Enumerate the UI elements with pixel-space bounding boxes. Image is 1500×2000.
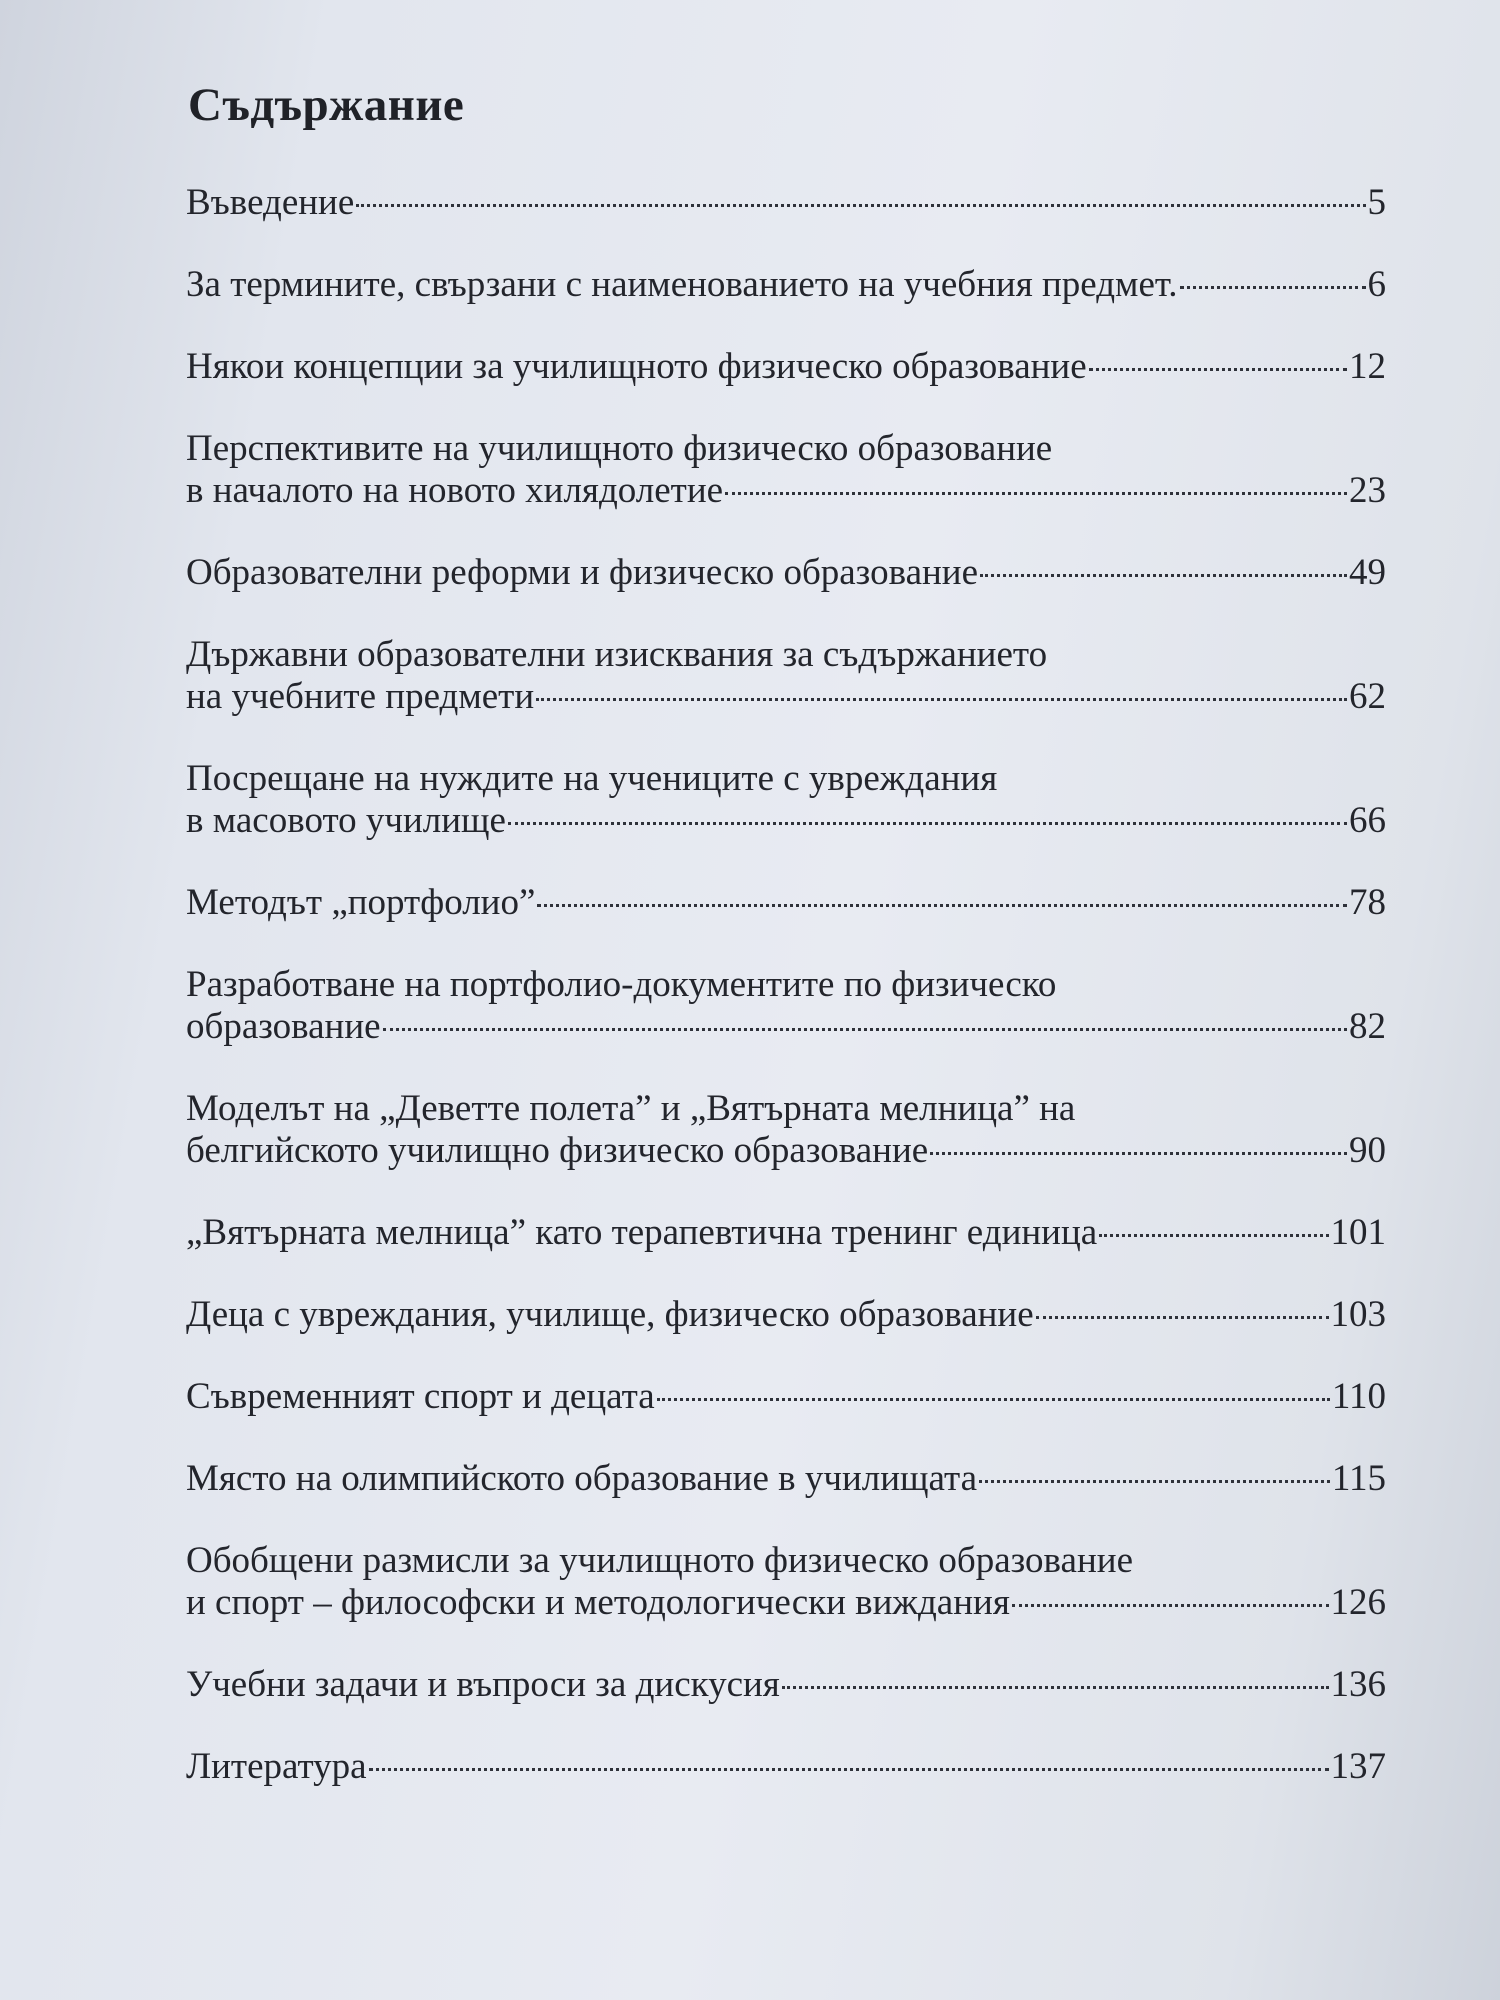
toc-page-number: 110: [1331, 1376, 1386, 1417]
dot-leader: [1099, 1234, 1328, 1237]
toc-entry-title: в масовото училище: [186, 800, 506, 841]
toc-list: [186, 182, 1386, 1828]
toc-entry-line: [186, 964, 1386, 1006]
toc-entry: [186, 1088, 1386, 1172]
toc-entry-line: [186, 1212, 1386, 1254]
toc-entry-title: в началото на новото хилядолетие: [186, 470, 724, 511]
dot-leader: [508, 822, 1347, 825]
toc-page-number: 137: [1330, 1746, 1386, 1787]
toc-entry-line: [186, 1582, 1386, 1624]
toc-entry-line: [186, 1006, 1386, 1048]
toc-entry-line: [186, 1664, 1386, 1706]
toc-entry-title: Деца с увреждания, училище, физическо образование: [186, 1294, 1034, 1335]
toc-entry: [186, 1664, 1386, 1706]
toc-page-number: 82: [1349, 1006, 1386, 1047]
toc-entry: [186, 552, 1386, 594]
toc-entry: [186, 964, 1386, 1048]
dot-leader: [1036, 1316, 1329, 1319]
dot-leader: [657, 1398, 1330, 1401]
toc-entry-line: [186, 800, 1386, 842]
toc-entry: [186, 758, 1386, 842]
toc-page-number: 136: [1330, 1664, 1386, 1705]
dot-leader: [979, 1480, 1330, 1483]
toc-entry: [186, 182, 1386, 224]
dot-leader: [356, 204, 1365, 207]
dot-leader: [383, 1028, 1347, 1031]
toc-entry-title: „Вятърната мелница” като терапевтична тренинг единица: [186, 1212, 1098, 1253]
toc-entry-line: [186, 346, 1386, 388]
toc-entry-title: Моделът на „Деветте полета” и „Вятърната мелница” на: [186, 1088, 1076, 1129]
toc-page-number: 126: [1330, 1582, 1386, 1623]
toc-entry: [186, 1540, 1386, 1624]
toc-entry-line: [186, 1458, 1386, 1500]
toc-entry: [186, 1376, 1386, 1418]
table-of-contents-page: [150, 0, 1450, 2000]
toc-entry-line: [186, 182, 1386, 224]
toc-entry-title: на учебните предмети: [186, 676, 535, 717]
toc-entry-title: Обобщени размисли за училищното физическо образование: [186, 1540, 1133, 1581]
toc-entry-title: Въведение: [186, 182, 355, 223]
toc-entry: [186, 1212, 1386, 1254]
toc-entry-line: [186, 676, 1386, 718]
toc-page-number: 78: [1349, 882, 1386, 923]
toc-entry: [186, 634, 1386, 718]
toc-entry-title: Някои концепции за училищното физическо образование: [186, 346, 1087, 387]
toc-page-number: 62: [1349, 676, 1386, 717]
dot-leader: [930, 1152, 1347, 1155]
toc-entry-line: [186, 264, 1386, 306]
toc-page-number: 6: [1367, 264, 1386, 305]
toc-entry-title: Учебни задачи и въпроси за дискусия: [186, 1664, 780, 1705]
toc-entry-line: [186, 882, 1386, 924]
toc-entry-line: [186, 1746, 1386, 1788]
toc-page-number: 101: [1330, 1212, 1386, 1253]
toc-entry-line: [186, 428, 1386, 470]
toc-entry-title: и спорт – философски и методологически виждания: [186, 1582, 1010, 1623]
dot-leader: [725, 492, 1347, 495]
toc-page-number: 103: [1330, 1294, 1386, 1335]
toc-page-number: 23: [1349, 470, 1386, 511]
dot-leader: [537, 904, 1347, 907]
page-title: Съдържание: [188, 79, 465, 131]
dot-leader: [1012, 1604, 1329, 1607]
dot-leader: [980, 574, 1347, 577]
toc-page-number: 66: [1349, 800, 1386, 841]
toc-entry-title: Методът „портфолио”: [186, 882, 536, 923]
toc-entry-line: [186, 470, 1386, 512]
toc-entry-title: Образователни реформи и физическо образование: [186, 552, 979, 593]
toc-entry-title: Съвременният спорт и децата: [186, 1376, 655, 1417]
toc-page-number: 49: [1349, 552, 1386, 593]
dot-leader: [782, 1686, 1329, 1689]
toc-entry-title: белгийското училищно физическо образование: [186, 1130, 929, 1171]
toc-entry-line: [186, 1376, 1386, 1418]
dot-leader: [369, 1768, 1329, 1771]
toc-page-number: 115: [1331, 1458, 1386, 1499]
toc-entry-title: Място на олимпийското образование в училищата: [186, 1458, 978, 1499]
toc-entry-line: [186, 552, 1386, 594]
dot-leader: [1089, 368, 1347, 371]
toc-entry-title: Литература: [186, 1746, 367, 1787]
toc-entry-title: Държавни образователни изисквания за съдържанието: [186, 634, 1048, 675]
toc-entry-title: образование: [186, 1006, 381, 1047]
toc-entry-line: [186, 634, 1386, 676]
toc-entry-line: [186, 1294, 1386, 1336]
toc-entry: [186, 882, 1386, 924]
toc-entry: [186, 428, 1386, 512]
toc-page-number: 12: [1349, 346, 1386, 387]
toc-entry-line: [186, 758, 1386, 800]
toc-entry-title: Перспективите на училищното физическо образование: [186, 428, 1053, 469]
toc-entry: [186, 346, 1386, 388]
toc-entry-line: [186, 1130, 1386, 1172]
toc-page-number: 90: [1349, 1130, 1386, 1171]
dot-leader: [536, 698, 1347, 701]
toc-entry-line: [186, 1088, 1386, 1130]
toc-entry-title: Разработване на портфолио-документите по физическо: [186, 964, 1057, 1005]
toc-entry: [186, 1294, 1386, 1336]
toc-entry: [186, 1458, 1386, 1500]
dot-leader: [1180, 286, 1366, 289]
toc-entry-title: Посрещане на нуждите на учениците с увреждания: [186, 758, 998, 799]
toc-entry-line: [186, 1540, 1386, 1582]
toc-entry: [186, 264, 1386, 306]
toc-entry: [186, 1746, 1386, 1788]
toc-page-number: 5: [1367, 182, 1386, 223]
toc-entry-title: За термините, свързани с наименованието на учебния предмет.: [186, 264, 1178, 305]
